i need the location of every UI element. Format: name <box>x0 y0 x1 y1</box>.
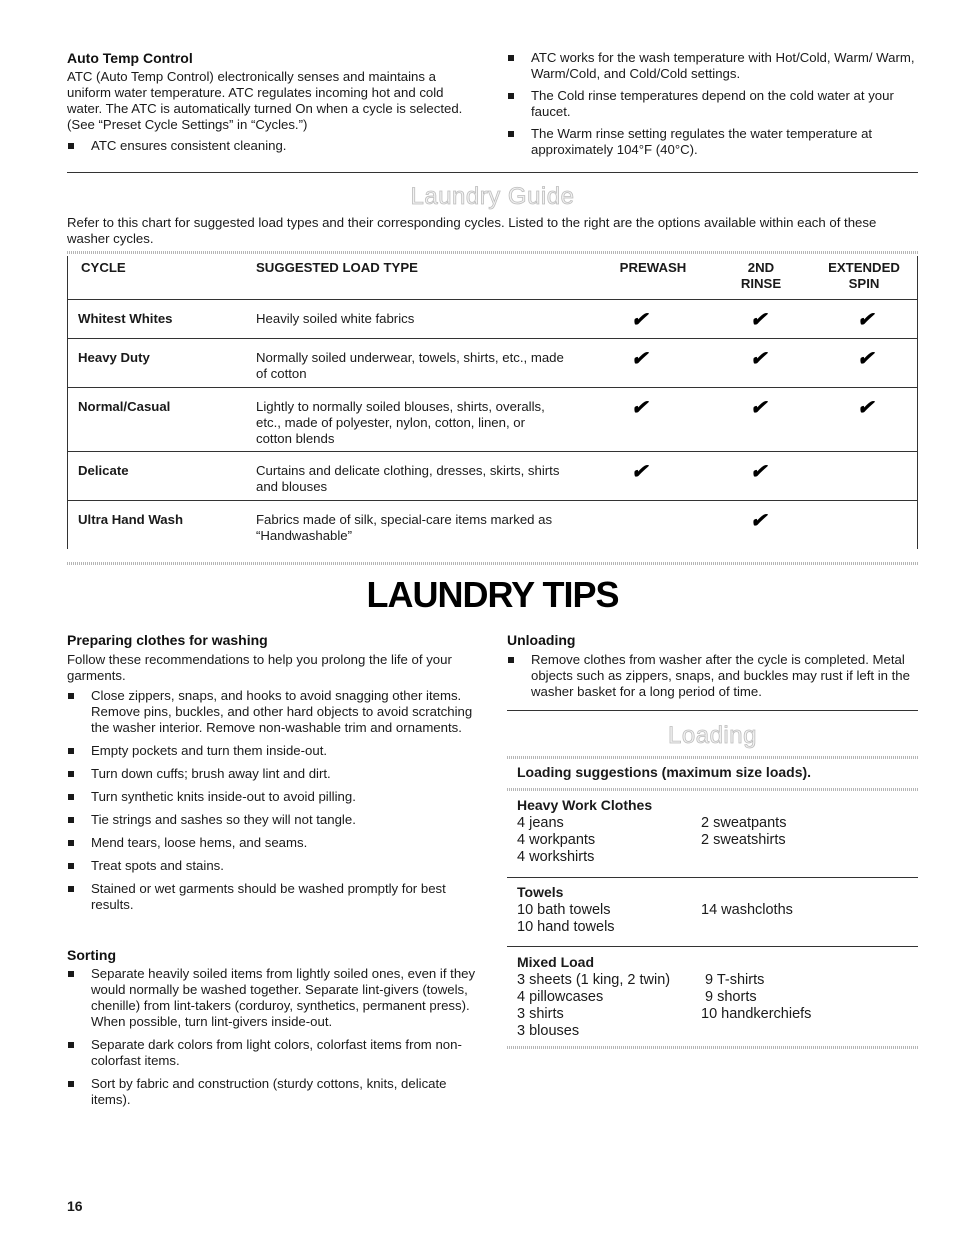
section-divider <box>507 710 918 711</box>
cell-load-type <box>256 399 606 447</box>
cell-cycle: Heavy Duty <box>78 350 150 365</box>
atc-paragraph: ATC (Auto Temp Control) electronically senses and maintains a uniform water temperature. ATC regulates incoming hot and cold water. The ATC is automatically turned On when a cycle is selected. (See “Preset Cycle Settings” in “Cycles.”) <box>67 69 463 132</box>
column-header-2nd-rinse <box>722 260 800 292</box>
column-header-prewash: PREWASH <box>619 260 687 275</box>
cell-load-type <box>256 463 606 495</box>
checkmark-icon: ✔ <box>857 348 874 370</box>
list-item: Mend tears, loose hems, and seams. <box>67 835 481 851</box>
list-item: Treat spots and stains. <box>67 858 481 874</box>
load-line: Lightly to normally soiled blouses, shirts, overalls, <box>256 399 545 414</box>
list-item: Empty pockets and turn them inside-out. <box>67 743 481 759</box>
unloading-bullets <box>507 652 919 700</box>
laundry-guide-table <box>67 256 918 549</box>
cell-cycle: Ultra Hand Wash <box>78 512 184 527</box>
checkmark-icon: ✔ <box>631 397 648 419</box>
loading-group <box>517 884 917 935</box>
loading-item: 2 sweatpants <box>701 815 787 831</box>
loading-subtitle: Loading suggestions (maximum size loads). <box>517 764 812 780</box>
list-item: Separate heavily soiled items from lightly soiled ones, even if they would normally be washed together. Separate lint-givers (towels, chenille) from lint-takers (corduroy, synthetics, permanent press). When possible, turn lint-givers inside-out. <box>67 966 481 1030</box>
load-line: Curtains and delicate clothing, dresses, skirts, shirts <box>256 463 560 478</box>
loading-group-name: Towels <box>517 884 564 900</box>
list-item: ATC works for the wash temperature with Hot/Cold, Warm/ Warm, Warm/Cold, and Cold/Cold settings. <box>507 50 919 82</box>
loading-title: Loading <box>668 722 757 749</box>
load-line: cotton blends <box>256 431 335 446</box>
dotted-rule <box>507 788 918 791</box>
loading-item: 9 shorts <box>701 989 757 1005</box>
atc-heading: Auto Temp Control <box>67 50 193 66</box>
checkmark-icon: ✔ <box>750 309 767 331</box>
load-line: Heavily soiled white fabrics <box>256 311 415 326</box>
header-line: SPIN <box>848 276 880 291</box>
laundry-guide-intro: Refer to this chart for suggested load types and their corresponding cycles. Listed to the right are the options available within each of these washer cycles. <box>67 215 877 246</box>
loading-item: 9 T-shirts <box>701 972 765 988</box>
list-item: ATC ensures consistent cleaning. <box>67 138 481 154</box>
list-item: Turn synthetic knits inside-out to avoid pilling. <box>67 789 481 805</box>
loading-item: 3 shirts <box>517 1006 564 1022</box>
checkmark-icon: ✔ <box>857 397 874 419</box>
header-line: RINSE <box>740 276 782 291</box>
column-header-extended-spin <box>820 260 908 292</box>
preparing-bullets <box>67 688 481 913</box>
load-line: etc., made of polyester, nylon, cotton, linen, or <box>256 415 526 430</box>
table-row <box>68 388 917 452</box>
loading-item: 14 washcloths <box>701 902 793 918</box>
dotted-rule <box>507 756 918 759</box>
preparing-heading: Preparing clothes for washing <box>67 632 268 648</box>
load-line: Fabrics made of silk, special-care items marked as <box>256 512 553 527</box>
loading-item: 10 hand towels <box>517 919 615 935</box>
dotted-rule <box>507 1046 918 1049</box>
unloading-heading: Unloading <box>507 632 576 648</box>
section-divider <box>67 172 918 173</box>
table-row <box>68 501 917 549</box>
table-row <box>68 339 917 388</box>
atc-bullets-right <box>507 50 919 158</box>
checkmark-icon: ✔ <box>750 348 767 370</box>
loading-group <box>517 954 917 1039</box>
load-line: Normally soiled underwear, towels, shirts, etc., made <box>256 350 564 365</box>
page-number: 16 <box>67 1198 83 1214</box>
cell-cycle: Normal/Casual <box>78 399 171 414</box>
header-line: EXTENDED <box>828 260 900 275</box>
header-line: 2ND <box>747 260 775 275</box>
atc-bullets-left <box>67 138 481 154</box>
table-header-row <box>68 256 917 300</box>
loading-item: 3 sheets (1 king, 2 twin) <box>517 972 671 988</box>
list-item: The Warm rinse setting regulates the water temperature at approximately 104°F (40°C). <box>507 126 919 158</box>
loading-item: 4 pillowcases <box>517 989 604 1005</box>
table-body <box>68 300 917 549</box>
list-item: Separate dark colors from light colors, colorfast items from non-colorfast items. <box>67 1037 481 1069</box>
dotted-rule <box>67 562 918 565</box>
loading-item: 2 sweatshirts <box>701 832 786 848</box>
list-item: Turn down cuffs; brush away lint and dirt. <box>67 766 481 782</box>
load-line: of cotton <box>256 366 307 381</box>
list-item: Stained or wet garments should be washed promptly for best results. <box>67 881 481 913</box>
load-line: “Handwashable” <box>256 528 353 543</box>
sorting-bullets <box>67 966 481 1108</box>
cell-cycle: Whitest Whites <box>78 311 173 326</box>
table-row <box>68 300 917 339</box>
cell-cycle: Delicate <box>78 463 129 478</box>
dotted-rule <box>67 251 918 254</box>
checkmark-icon: ✔ <box>631 461 648 483</box>
list-item: Tie strings and sashes so they will not tangle. <box>67 812 481 828</box>
list-item: Remove clothes from washer after the cycle is completed. Metal objects such as zippers, snaps, and buckles may rust if left in the washer basket for a long period of time. <box>507 652 919 700</box>
checkmark-icon: ✔ <box>750 510 767 532</box>
loading-item: 10 handkerchiefs <box>701 1006 812 1022</box>
list-item: Sort by fabric and construction (sturdy cottons, knits, delicate items). <box>67 1076 481 1108</box>
list-item: The Cold rinse temperatures depend on the cold water at your faucet. <box>507 88 919 120</box>
cell-load-type <box>256 350 606 382</box>
loading-item: 4 workpants <box>517 832 596 848</box>
cell-load-type <box>256 311 606 327</box>
list-item: Close zippers, snaps, and hooks to avoid snagging other items. Remove pins, buckles, and other hard objects to avoid scratching the washer interior. Remove non-washable trim and ornaments. <box>67 688 481 736</box>
load-line: and blouses <box>256 479 328 494</box>
loading-item: 10 bath towels <box>517 902 611 918</box>
loading-item: 3 blouses <box>517 1023 580 1039</box>
loading-group-name: Mixed Load <box>517 954 595 970</box>
laundry-tips-title: LAUNDRY TIPS <box>366 574 619 615</box>
section-divider <box>507 946 918 947</box>
checkmark-icon: ✔ <box>750 461 767 483</box>
preparing-intro: Follow these recommendations to help you prolong the life of your garments. <box>67 652 452 683</box>
checkmark-icon: ✔ <box>750 397 767 419</box>
column-header-cycle: CYCLE <box>81 260 126 275</box>
section-divider <box>507 877 918 878</box>
loading-group-name: Heavy Work Clothes <box>517 797 653 813</box>
loading-group <box>517 797 917 865</box>
checkmark-icon: ✔ <box>857 309 874 331</box>
loading-item: 4 jeans <box>517 815 564 831</box>
sorting-heading: Sorting <box>67 947 116 963</box>
checkmark-icon: ✔ <box>631 309 648 331</box>
cell-load-type <box>256 512 606 544</box>
table-row <box>68 452 917 501</box>
laundry-guide-title: Laundry Guide <box>410 183 575 210</box>
column-header-load: SUGGESTED LOAD TYPE <box>256 260 418 275</box>
loading-item: 4 workshirts <box>517 849 595 865</box>
checkmark-icon: ✔ <box>631 348 648 370</box>
